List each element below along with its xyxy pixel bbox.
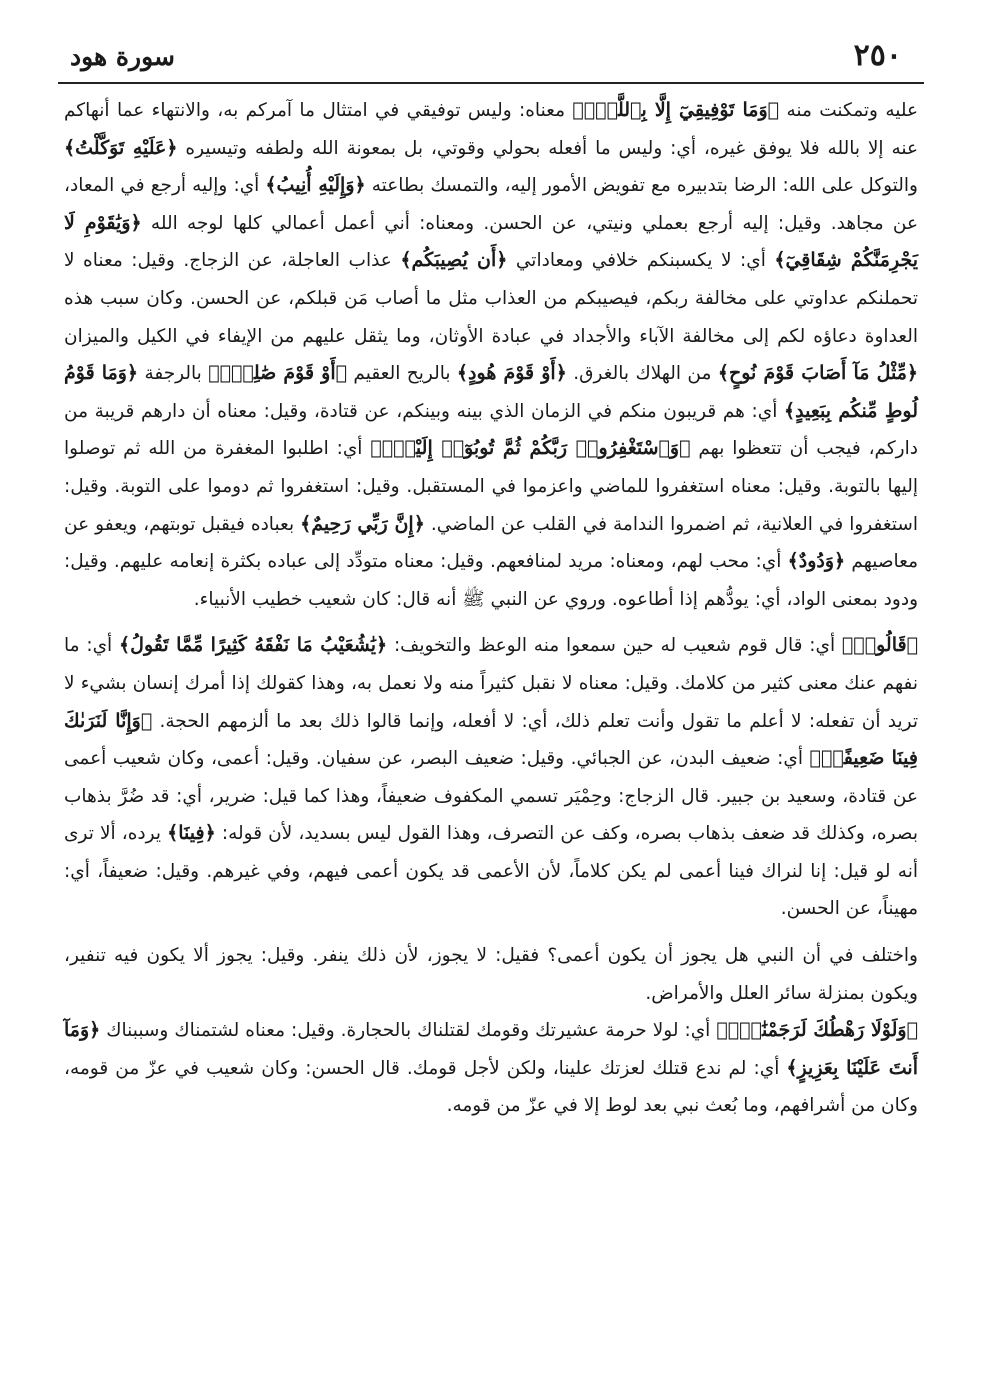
text-run: واختلف في أن النبي هل يجوز أن يكون أعمى؟ فقيل: لا يجوز، لأن ذلك ينفر. وقيل: يجوز ألا يكون فيه تنفير، ويكون بمنزلة سائر العلل والأمراض.	[64, 945, 918, 1004]
quran-quote: ﴿قَالُوا۟﴾	[841, 634, 918, 657]
quran-quote: ﴿أَن يُصِيبَكُم﴾	[400, 249, 508, 272]
text-run: أي: قال قوم شعيب له حين سمعوا منه الوعظ والتخويف:	[387, 635, 842, 657]
text-run: أي: ضعيف البدن، عن الجبائي. وقيل: ضعيف البصر، عن سفيان. وقيل: أعمى، وكان شعيب أعمى عن قتادة، وسعيد بن جبير. قال الزجاج: وحِمْيَر تسمي المكفوف ضعيفاً، وهذا كما قيل: ضرير، أي: قد ضُرَّ بذهاب بصره، وكذلك قد ضعف بذهاب بصره، وكف عن التصرف، وهذا القول ليس بسديد، لأن قوله:	[64, 748, 918, 845]
quran-quote: ﴿مِّثْلُ مَآ أَصَابَ قَوْمَ نُوحٍ﴾	[717, 362, 918, 385]
quran-quote: ﴿وَلَوْلَا رَهْطُكَ لَرَجَمْنَٰكَۖ﴾	[716, 1019, 918, 1042]
paragraph	[64, 1012, 918, 1125]
text-run: عذاب العاجلة، عن الزجاج. وقيل: معناه لا تحملنكم عداوتي على مخالفة ربكم، فيصيبكم من العذاب مثل ما أصاب مَن قبلكم، عن الحسن. وكان سبب هذه العداوة دعاؤه لكم إلى مخالفة الآباء والأجداد في عبادة الأوثان، وما يثقل عليهم من الإيفاء في الكيل والميزان	[64, 250, 918, 347]
text-run: من الهلاك بالغرق.	[566, 363, 718, 385]
page-body	[64, 92, 918, 1125]
quran-quote: ﴿وَمَآ أَنتَ عَلَيْنَا بِعَزِيزٍ﴾	[64, 1019, 918, 1079]
text-run: عليه وتمكنت منه	[779, 100, 918, 121]
quran-quote: ﴿إِنَّ رَبِّي رَحِيمٌ﴾	[300, 512, 425, 535]
text-run: بالريح العقيم	[347, 363, 457, 385]
text-run: بعباده فيقبل توبتهم، ويعفو عن معاصيهم	[64, 513, 919, 573]
text-run: والتوكل على الله: الرضا بتدبيره مع تفويض الأمور إليه، والتمسك بطاعته	[365, 175, 918, 197]
quran-quote: ﴿وَمَا قَوْمُ لُوطٍ مِّنكُم بِبَعِيدٍ﴾	[64, 362, 918, 422]
quran-quote: ﴿وَإِلَيْهِ أُنِيبُ﴾	[265, 174, 366, 197]
text-run: يرده، ألا ترى أنه لو قيل: إنا لنراك فينا أعمى لم يكن كلاماً، لأن الأعمى قد يكون أعمى فيهم، وفي غيرهم. وقيل: ضعيفاً، أي: مهيناً، عن الحسن.	[64, 823, 918, 920]
text-run: أي: اطلبوا المغفرة من الله ثم توصلوا إليها بالتوبة. وقيل: معناه استغفروا للماضي واعزموا في المستقبل. وقيل: استغفروا ثم دوموا على التوبة. وقيل: استغفروا في العلانية، ثم اضمروا الندامة في القلب عن الماضي.	[64, 438, 918, 535]
paragraph	[64, 627, 918, 928]
text-run: بالرجفة	[138, 363, 209, 385]
quran-quote: ﴿عَلَيْهِ تَوَكَّلْتُ﴾	[64, 136, 178, 159]
text-run: أي: هم قريبون منكم في الزمان الذي بينه وبينكم، عن قتادة، وقيل: معناه أن دارهم قريبة من داركم، فيجب أن تتعظوا بهم	[64, 400, 918, 460]
quran-quote: ﴿وَيَٰقَوْمِ لَا يَجْرِمَنَّكُمْ شِقَاقِيٓ﴾	[64, 211, 918, 272]
text-run: أي: لا يكسبنكم خلافي ومعاداتي	[507, 250, 775, 272]
quran-quote: ﴿وَمَا تَوْفِيقِيٓ إِلَّا بِٱللَّهِۚ﴾	[572, 99, 780, 121]
quran-quote: ﴿أَوْ قَوْمَ هُودٍ﴾	[456, 362, 567, 385]
text-run: أي: وإليه أرجع في المعاد، عن مجاهد. وقيل: إليه أرجع بعملي ونيتي، عن الحسن. ومعناه: أني أعمل أعمالي كلها لوجه الله	[64, 175, 918, 234]
header-divider	[58, 82, 924, 84]
quran-quote: ﴿أَوْ قَوْمَ صَٰلِحٍۚ﴾	[208, 362, 348, 385]
page-header	[60, 38, 922, 84]
text-run: أي: محب لهم، ومعناه: مريد لمنافعهم. وقيل: معناه متودِّد إلى عباده بكثرة إنعامه عليهم. وقيل: ودود بمعنى الواد، أي: يودُّهم إذا أطاعوه. وروي عن النبي ﷺ أنه قال: كان شعيب خطيب الأنبياء.	[64, 551, 918, 610]
paragraph	[64, 92, 918, 618]
text-run: أي: لولا حرمة عشيرتك وقومك لقتلناك بالحجارة. وقيل: معناه لشتمناك وسببناك	[100, 1020, 717, 1042]
page-number: ٢٥٠	[853, 38, 902, 73]
quran-quote: ﴿وَدُودٌ﴾	[787, 550, 846, 573]
text-run: معناه: وليس توفيقي في امتثال ما آمركم به، والانتهاء عما أنهاكم عنه إلا بالله فلا يوفق غيره، أي: وليس ما أفعله بحولي وقوتي، بل بمعونة الله ولطفه وتيسيره	[64, 100, 918, 159]
quran-quote: ﴿وَٱسْتَغْفِرُوا۟ رَبَّكُمْ ثُمَّ تُوبُوٓا۟ إِلَيْهِۚ﴾	[370, 437, 691, 460]
paragraph	[64, 937, 918, 1012]
quran-quote: ﴿يَٰشُعَيْبُ مَا نَفْقَهُ كَثِيرًا مِّمَّا تَقُولُ﴾	[119, 634, 388, 657]
surah-title: سورة هود	[70, 42, 175, 71]
text-run: أي: ما نفهم عنك معنى كثير من كلامك. وقيل: معناه لا نقبل كثيراً منه ولا نعمل به، وهذا كقولك إذا أمرك إنسان بشيء لا تريد أن تفعله: لا أعلم ما تقول وأنت تعلم ذلك، أي: لا أفعله، وإنما قالوا ذلك بعد ما ألزمهم الحجة.	[64, 635, 918, 732]
text-run: أي: لم ندع قتلك لعزتك علينا، ولكن لأجل قومك. قال الحسن: وكان شعيب في عزّ من قومه، وكان من أشرافهم، وما بُعث نبي بعد لوط إلا في عزّ من قومه.	[64, 1057, 918, 1117]
quran-quote: ﴿وَإِنَّا لَنَرَىٰكَ فِينَا ضَعِيفًاۖ﴾	[64, 709, 918, 770]
quran-quote: ﴿فِينَا﴾	[167, 822, 216, 845]
